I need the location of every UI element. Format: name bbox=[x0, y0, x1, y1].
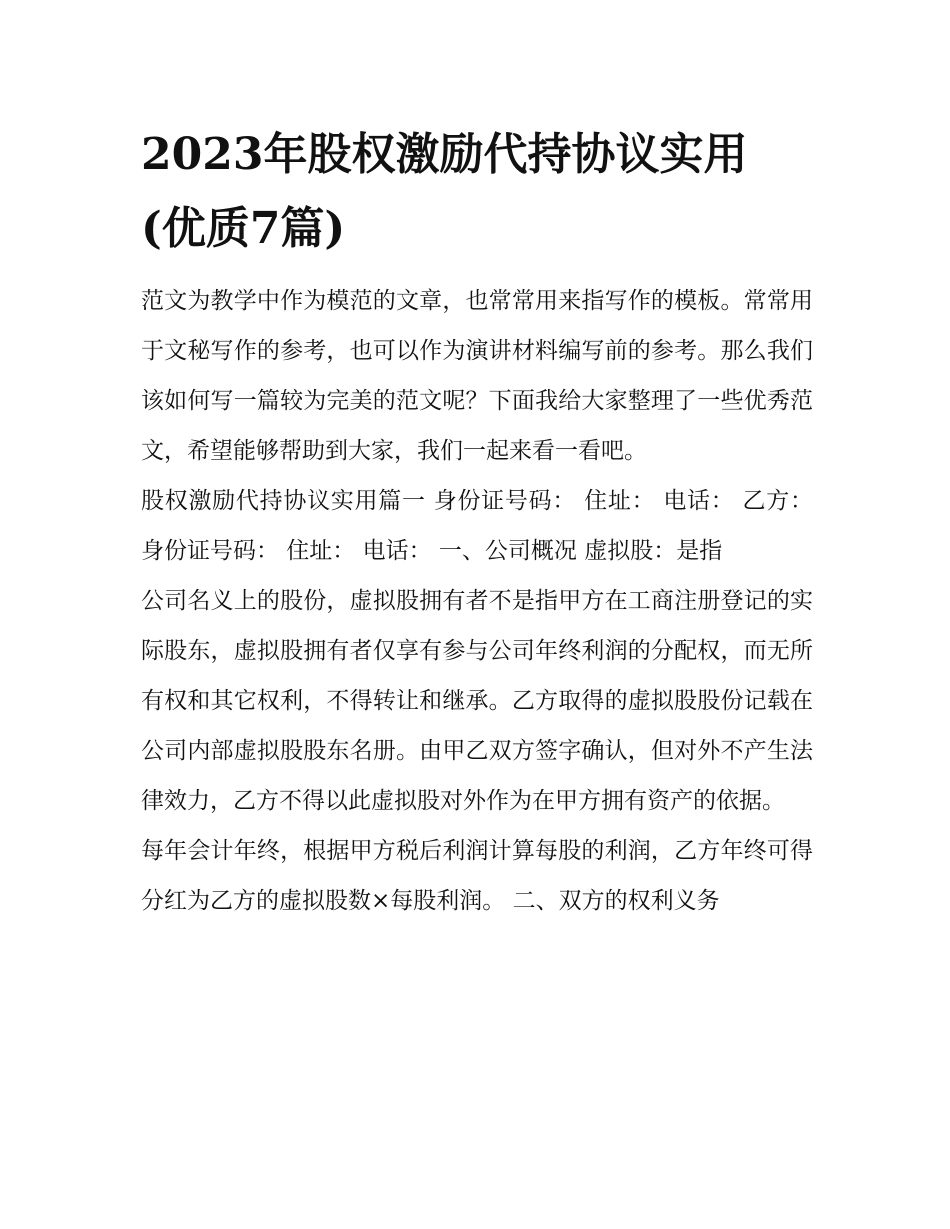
title-line-1: 2023年股权激励代持协议实用 bbox=[141, 129, 748, 180]
document-page bbox=[141, 118, 813, 926]
intro-paragraph: 范文为教学中作为模范的文章，也常常用来指写作的模板。常常用于文秘写作的参考，也可以作为演讲材料编写前的参考。那么我们该如何写一篇较为完美的范文呢？下面我给大家整理了一些优秀范文，希望能够帮助到大家，我们一起来看一看吧。 bbox=[141, 288, 813, 464]
virtual-share-paragraph: 公司名义上的股份，虚拟股拥有者不是指甲方在工商注册登记的实际股东，虚拟股拥有者仅享有参与公司年终利润的分配权，而无所有权和其它权利，不得转让和继承。乙方取得的虚拟股股份记载在公司内部虚拟股股东名册。由甲乙双方签字确认，但对外不产生法律效力，乙方不得以此虚拟股对外作为在甲方拥有资产的依据。 bbox=[141, 588, 813, 814]
agreement-header-paragraph: 股权激励代持协议实用篇一 身份证号码： 住址： 电话： 乙方： 身份证号码： 住址： 电话： 一、公司概况 虚拟股：是指 bbox=[141, 488, 813, 564]
document-title bbox=[141, 118, 813, 266]
title-line-2: (优质7篇) bbox=[141, 203, 346, 254]
dividend-paragraph: 每年会计年终，根据甲方税后利润计算每股的利润，乙方年终可得分红为乙方的虚拟股数×每股利润。 二、双方的权利义务 bbox=[141, 838, 813, 914]
